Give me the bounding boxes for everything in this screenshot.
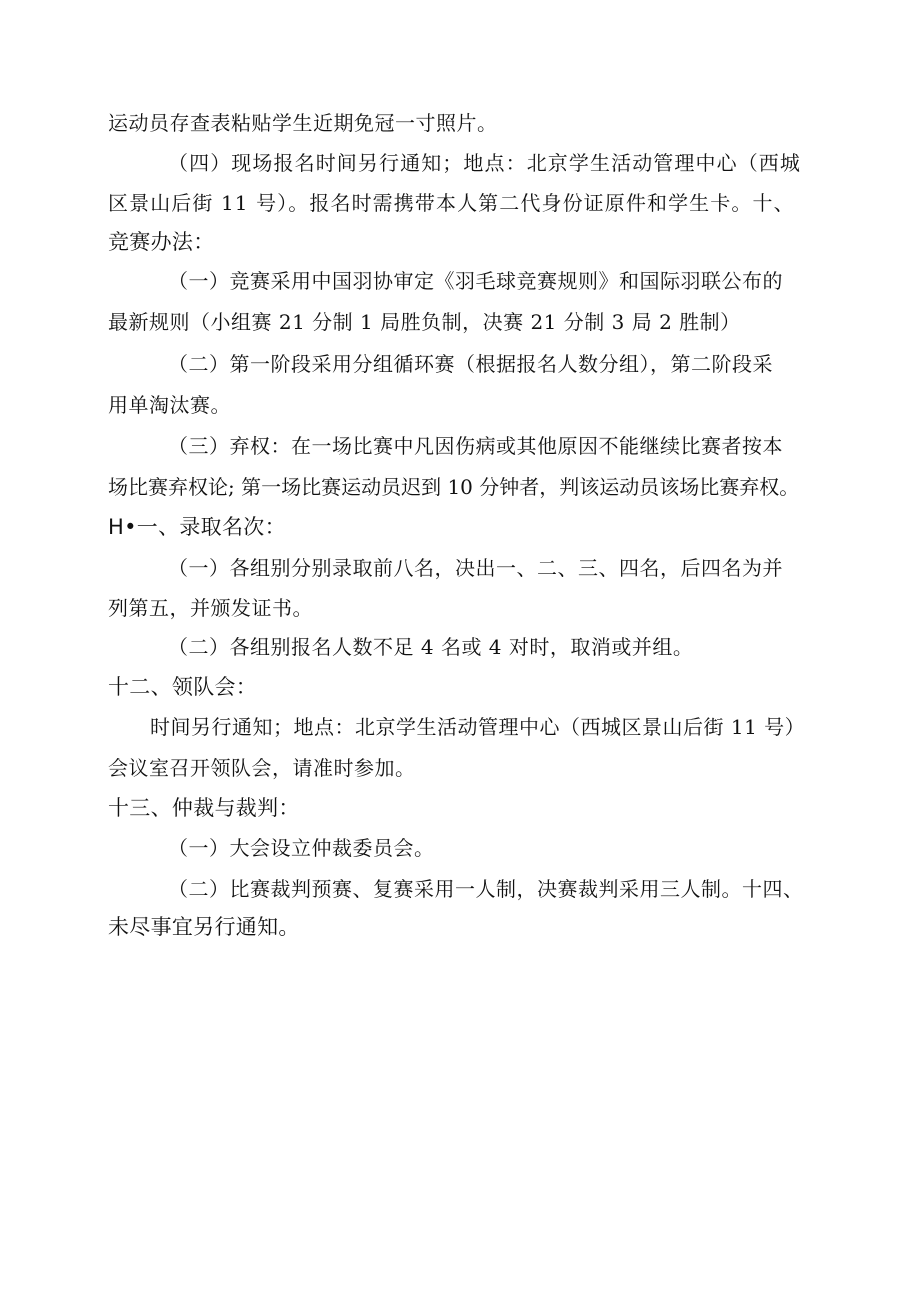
paragraph-line: 会议室召开领队会，请准时参加。 [108, 756, 416, 780]
paragraph-line: （二）比赛裁判预赛、复赛采用一人制，决赛裁判采用三人制。十四、 [168, 877, 804, 901]
paragraph-line: 场比赛弃权论; 第一场比赛运动员迟到 10 分钟者，判该运动员该场比赛弃权。 [108, 475, 800, 499]
section-heading: 未尽事宜另行通知。 [108, 915, 300, 939]
paragraph-line: （四）现场报名时间另行通知；地点：北京学生活动管理中心（西城 [168, 151, 801, 175]
paragraph-line: （一）大会设立仲裁委员会。 [168, 836, 435, 860]
paragraph-line: 用单淘汰赛。 [108, 393, 231, 417]
paragraph-line: 区景山后街 11 号）。报名时需携带本人第二代身份证原件和学生卡。十、 [108, 191, 795, 215]
paragraph-line: （二）第一阶段采用分组循环赛（根据报名人数分组），第二阶段采 [168, 352, 773, 376]
paragraph-line: （二）各组别报名人数不足 4 名或 4 对时，取消或并组。 [168, 635, 694, 659]
paragraph-line: 最新规则（小组赛 21 分制 1 局胜负制，决赛 21 分制 3 局 2 胜制） [108, 310, 741, 334]
paragraph-line: 运动员存查表粘贴学生近期免冠一寸照片。 [108, 111, 498, 135]
section-heading: 竞赛办法： [108, 230, 215, 254]
section-heading: H•一、录取名次： [108, 515, 286, 539]
paragraph-line: （一）竞赛采用中国羽协审定《羽毛球竞赛规则》和国际羽联公布的 [168, 269, 783, 293]
paragraph-line: （一）各组别分别录取前八名，决出一、二、三、四名，后四名为并 [168, 556, 783, 580]
paragraph-line: 时间另行通知；地点：北京学生活动管理中心（西城区景山后街 11 号） [150, 715, 806, 739]
section-heading: 十三、仲裁与裁判： [108, 796, 300, 820]
paragraph-line: （三）弃权：在一场比赛中凡因伤病或其他原因不能继续比赛者按本 [168, 434, 783, 458]
paragraph-line: 列第五，并颁发证书。 [108, 596, 313, 620]
section-heading: 十二、领队会： [108, 675, 258, 699]
